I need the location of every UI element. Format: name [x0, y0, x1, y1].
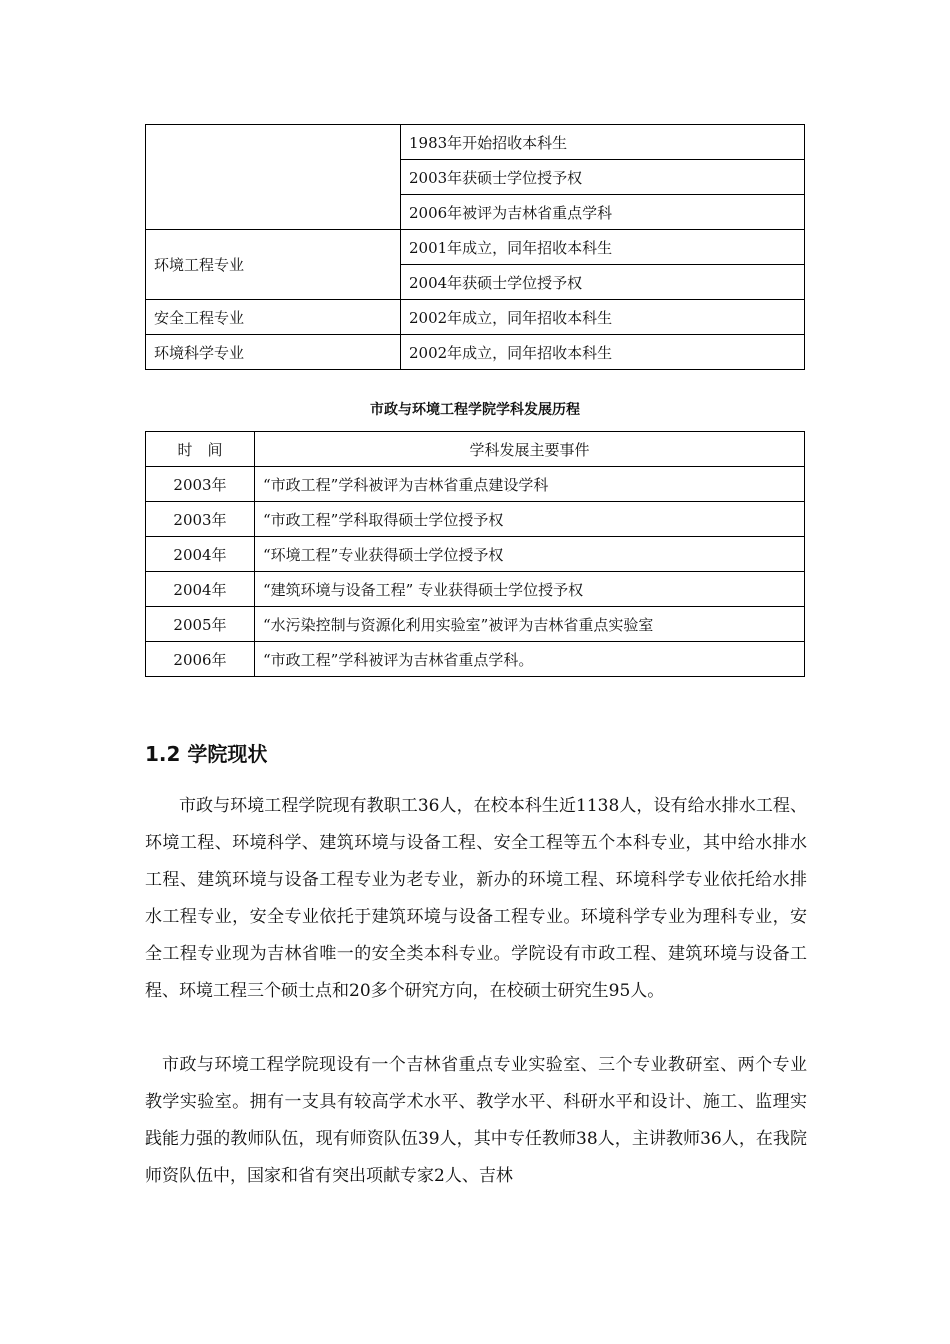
table-cell-event: “市政工程”学科被评为吉林省重点学科。: [255, 642, 805, 677]
table-row: [146, 572, 805, 607]
table-cell-event: 2002年成立，同年招收本科生: [401, 300, 805, 335]
table-cell-year: 2006年: [146, 642, 255, 677]
table-cell-event: 2001年成立，同年招收本科生: [401, 230, 805, 265]
majors-table: [145, 124, 805, 370]
table-cell-major: 环境科学专业: [146, 335, 401, 370]
table-cell-event: 2006年被评为吉林省重点学科: [401, 195, 805, 230]
table-cell-major: [146, 125, 401, 230]
table-cell-year: 2004年: [146, 572, 255, 607]
table-row: [146, 642, 805, 677]
table-cell-year: 2003年: [146, 467, 255, 502]
table-cell-event: 2004年获硕士学位授予权: [401, 265, 805, 300]
table-cell-year: 2005年: [146, 607, 255, 642]
section-heading: 1.2 学院现状: [145, 742, 268, 766]
table-cell-event: “市政工程”学科取得硕士学位授予权: [255, 502, 805, 537]
table-row: [146, 502, 805, 537]
table-cell-year: 2003年: [146, 502, 255, 537]
table-row: [146, 537, 805, 572]
table-row: [146, 607, 805, 642]
table-cell-major: 环境工程专业: [146, 230, 401, 300]
table-row: [146, 300, 805, 335]
body-paragraph: 市政与环境工程学院现设有一个吉林省重点专业实验室、三个专业教研室、两个专业教学实验室。拥有一支具有较高学术水平、教学水平、科研水平和设计、施工、监理实践能力强的教师队伍，现有师资队伍39人，其中专任教师38人，主讲教师36人，在我院师资队伍中，国家和省有突出项献专家2人、吉林: [145, 1055, 807, 1186]
table-row: [146, 467, 805, 502]
table-cell-event: “环境工程”专业获得硕士学位授予权: [255, 537, 805, 572]
table-header-event: 学科发展主要事件: [255, 432, 805, 467]
table-row: [146, 335, 805, 370]
table-caption: 市政与环境工程学院学科发展历程: [370, 402, 580, 418]
table-cell-year: 2004年: [146, 537, 255, 572]
history-table: [145, 431, 805, 677]
table-row: [146, 230, 805, 265]
table-row: [146, 125, 805, 160]
table-cell-event: “市政工程”学科被评为吉林省重点建设学科: [255, 467, 805, 502]
table-cell-event: “水污染控制与资源化利用实验室”被评为吉林省重点实验室: [255, 607, 805, 642]
table-cell-event: 1983年开始招收本科生: [401, 125, 805, 160]
table-cell-event: “建筑环境与设备工程” 专业获得硕士学位授予权: [255, 572, 805, 607]
body-paragraph: 市政与环境工程学院现有教职工36人，在校本科生近1138人，设有给水排水工程、环境工程、环境科学、建筑环境与设备工程、安全工程等五个本科专业，其中给水排水工程、建筑环境与设备工程专业为老专业，新办的环境工程、环境科学专业依托给水排水工程专业，安全专业依托于建筑环境与设备工程专业。环境科学专业为理科专业，安全工程专业现为吉林省唯一的安全类本科专业。学院设有市政工程、建筑环境与设备工程、环境工程三个硕士点和20多个研究方向，在校硕士研究生95人。: [145, 796, 807, 1001]
table-cell-event: 2002年成立，同年招收本科生: [401, 335, 805, 370]
table-header-time: 时 间: [146, 432, 255, 467]
table-cell-event: 2003年获硕士学位授予权: [401, 160, 805, 195]
table-cell-major: 安全工程专业: [146, 300, 401, 335]
table-header-row: [146, 432, 805, 467]
